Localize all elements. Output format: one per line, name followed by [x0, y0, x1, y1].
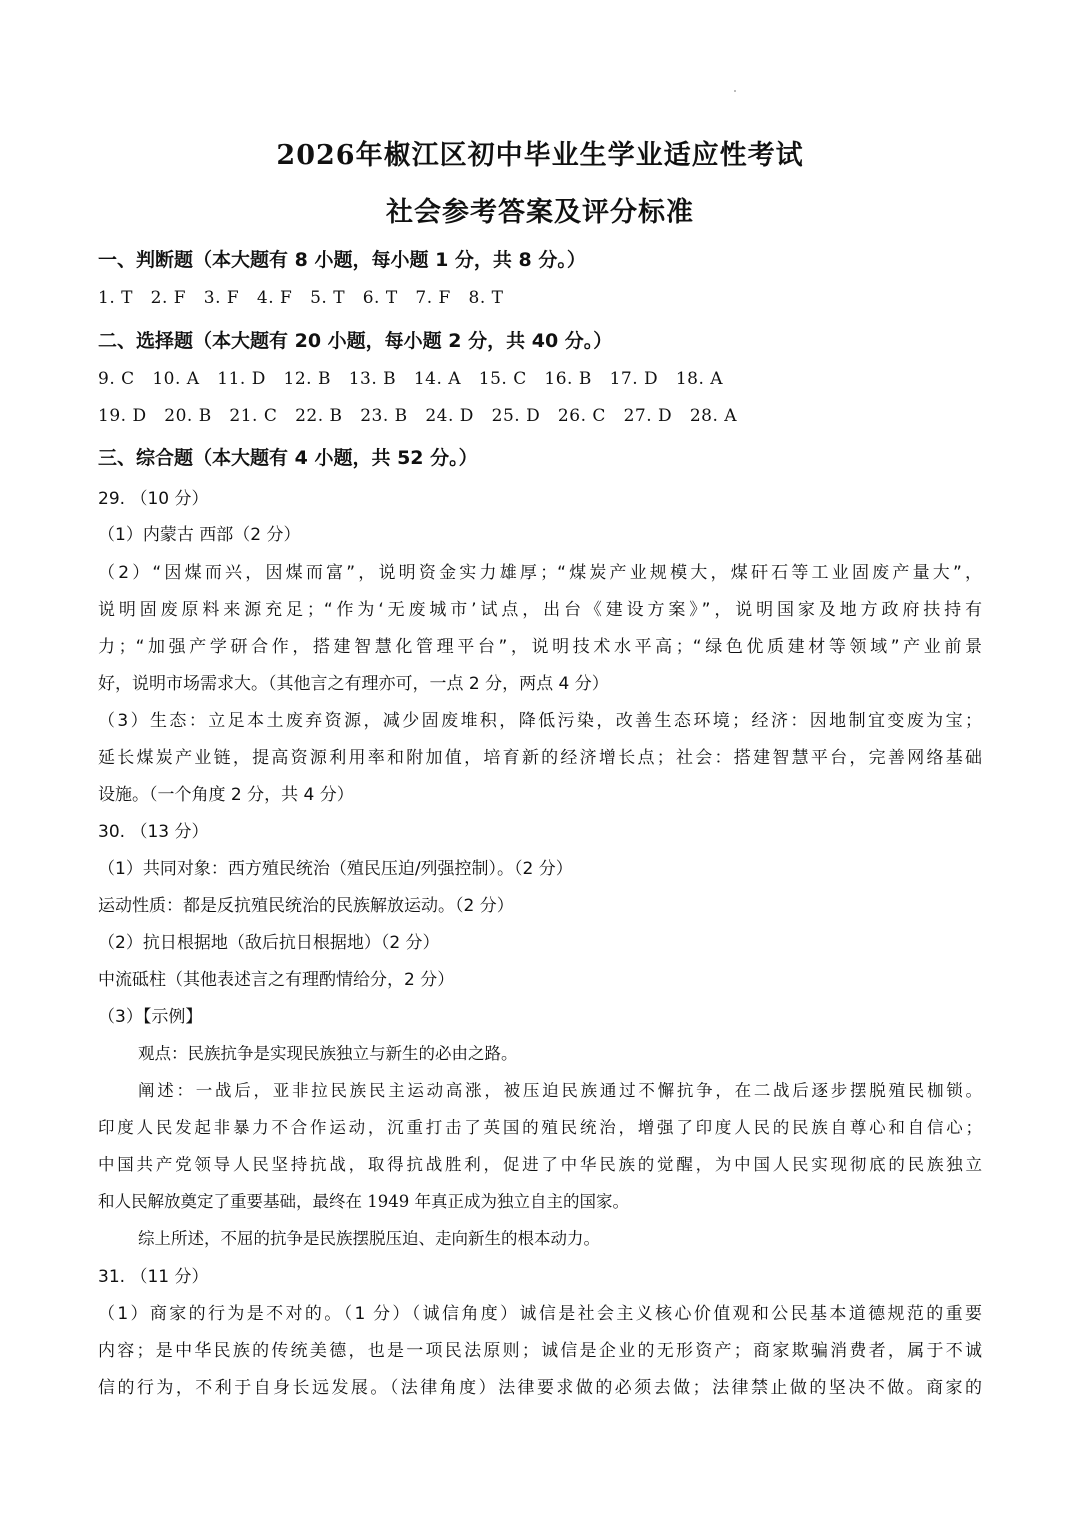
q31-header: 31. （11 分） [98, 1267, 209, 1287]
page-subtitle: 社会参考答案及评分标准 [386, 197, 694, 228]
q30-example-argument-line4: 和人民解放奠定了重要基础，最终在 1949 年真正成为独立自主的国家。 [98, 1192, 629, 1211]
q29-part3-line3: 设施。（一个角度 2 分，共 4 分） [98, 785, 354, 805]
q29-part3-line2: 延长煤炭产业链，提高资源利用率和附加值，培育新的经济增长点；社会：搭建智慧平台，完善网络基础 [98, 748, 982, 768]
q30-example-conclusion: 综上所述，不屈的抗争是民族摆脱压迫、走向新生的根本动力。 [138, 1229, 600, 1248]
q29-part2-line4: 好，说明市场需求大。（其他言之有理亦可，一点 2 分，两点 4 分） [98, 674, 609, 694]
q30-header: 30. （13 分） [98, 822, 209, 842]
q30-part3-label: （3）【示例】 [98, 1007, 203, 1027]
page-title: 2026年椒江区初中毕业生学业适应性考试 [276, 140, 804, 171]
q29-part2-line1: （2）“因煤而兴，因煤而富”，说明资金实力雄厚；“煤炭产业规模大，煤矸石等工业固废产量大”， [98, 563, 982, 583]
q30-part1-line2: 运动性质：都是反抗殖民统治的民族解放运动。（2 分） [98, 896, 514, 916]
section-heading-choice: 二、选择题（本大题有 20 小题，每小题 2 分，共 40 分。） [98, 330, 613, 352]
q30-example-argument-line3: 中国共产党领导人民坚持抗战，取得抗战胜利，促进了中华民族的觉醒，为中国人民实现彻底的民族独立 [98, 1155, 982, 1174]
q30-example-argument-line2: 印度人民发起非暴力不合作运动，沉重打击了英国的殖民统治，增强了印度人民的民族自尊心和自信心； [98, 1118, 982, 1137]
q29-header: 29. （10 分） [98, 489, 209, 509]
q30-part1-line1: （1）共同对象：西方殖民统治（殖民压迫/列强控制）。（2 分） [98, 859, 573, 879]
q30-part2-line2: 中流砥柱（其他表述言之有理酌情给分，2 分） [98, 970, 455, 990]
q30-part2-line1: （2）抗日根据地（敌后抗日根据地）（2 分） [98, 933, 440, 953]
choice-answers-row-2: 19. D 20. B 21. C 22. B 23. B 24. D 25. D 26. C 27. D 28. A [98, 406, 738, 426]
choice-answers-row-1: 9. C 10. A 11. D 12. B 13. B 14. A 15. C 16. B 17. D 18. A [98, 369, 724, 389]
scan-speck [734, 90, 736, 92]
q29-part2-line2: 说明固废原料来源充足；“作为‘无废城市’试点，出台《建设方案》”，说明国家及地方政府扶持有 [98, 600, 982, 620]
q31-part1-line1: （1）商家的行为是不对的。（1 分）（诚信角度）诚信是社会主义核心价值观和公民基本道德规范的重要 [98, 1304, 982, 1324]
q31-part1-line3: 信的行为，不利于自身长远发展。（法律角度）法律要求做的必须去做；法律禁止做的坚决不做。商家的 [98, 1378, 982, 1398]
q29-part2-line3: 力；“加强产学研合作，搭建智慧化管理平台”，说明技术水平高；“绿色优质建材等领域”产业前景 [98, 637, 982, 657]
q29-part1: （1）内蒙古 西部（2 分） [98, 525, 301, 545]
section-heading-comprehensive: 三、综合题（本大题有 4 小题，共 52 分。） [98, 447, 478, 469]
judgement-answers: 1. T 2. F 3. F 4. F 5. T 6. T 7. F 8. T [98, 288, 504, 308]
q30-example-argument-line1: 阐述：一战后，亚非拉民族民主运动高涨，被压迫民族通过不懈抗争，在二战后逐步摆脱殖民枷锁。 [138, 1081, 982, 1100]
q31-part1-line2: 内容；是中华民族的传统美德，也是一项民法原则；诚信是企业的无形资产；商家欺骗消费者，属于不诚 [98, 1341, 982, 1361]
section-heading-judgement: 一、判断题（本大题有 8 小题，每小题 1 分，共 8 分。） [98, 249, 586, 271]
q29-part3-line1: （3）生态：立足本土废弃资源，减少固废堆积，降低污染，改善生态环境；经济：因地制宜变废为宝； [98, 711, 982, 731]
q30-example-viewpoint: 观点：民族抗争是实现民族独立与新生的必由之路。 [138, 1044, 518, 1063]
